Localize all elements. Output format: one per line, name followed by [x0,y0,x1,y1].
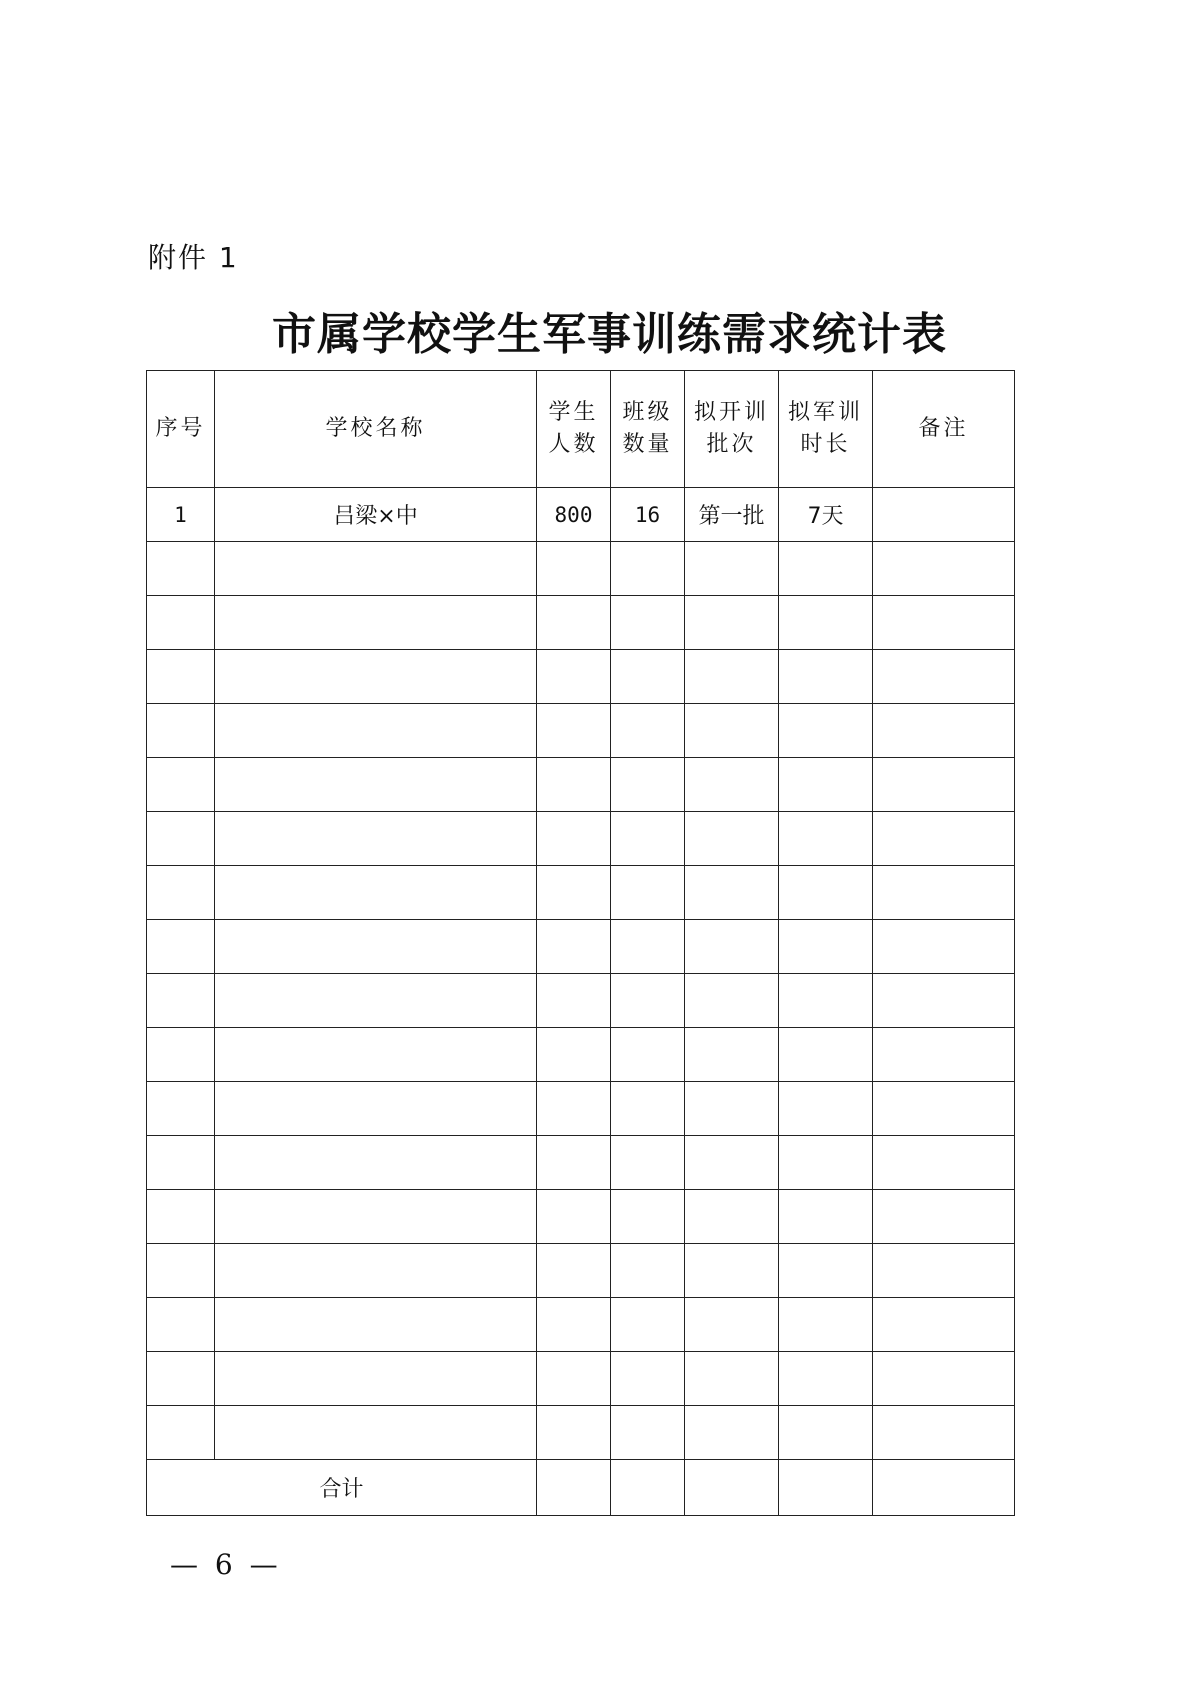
total-remarks [873,1460,1015,1516]
table-row-empty [147,1136,1015,1190]
table-row [147,488,1015,542]
cell-index: 1 [147,488,215,542]
page-number: — 6 — [170,1548,282,1581]
table-row-empty [147,1298,1015,1352]
table-row-empty [147,650,1015,704]
table-row-empty [147,866,1015,920]
cell-student-count: 800 [537,488,611,542]
table-row-empty [147,974,1015,1028]
table-row-empty [147,596,1015,650]
total-class-count [611,1460,685,1516]
total-student-count [537,1460,611,1516]
header-index: 序号 [147,371,215,488]
table-row-empty [147,1406,1015,1460]
table-row-empty [147,1352,1015,1406]
attachment-label: 附件 1 [148,241,239,274]
table-row-empty [147,812,1015,866]
table-row-empty [147,542,1015,596]
total-label: 合计 [147,1460,537,1516]
total-duration [779,1460,873,1516]
header-remarks: 备注 [873,371,1015,488]
table-row-empty [147,1190,1015,1244]
table-row-empty [147,920,1015,974]
cell-class-count: 16 [611,488,685,542]
header-training-batch: 拟开训 批次 [685,371,779,488]
total-batch [685,1460,779,1516]
table-row-empty [147,1028,1015,1082]
table-row-empty [147,758,1015,812]
cell-school-name: 吕梁×中 [215,488,537,542]
cell-training-batch: 第一批 [685,488,779,542]
statistics-table [146,370,1015,1516]
document-title: 市属学校学生军事训练需求统计表 [272,309,947,360]
header-school-name: 学校名称 [215,371,537,488]
cell-remarks [873,488,1015,542]
header-training-duration: 拟军训 时长 [779,371,873,488]
table-row-empty [147,1082,1015,1136]
table-total-row [147,1460,1015,1516]
table-row-empty [147,704,1015,758]
table-row-empty [147,1244,1015,1298]
header-student-count: 学生 人数 [537,371,611,488]
cell-training-duration: 7天 [779,488,873,542]
header-class-count: 班级 数量 [611,371,685,488]
table-header-row [147,371,1015,488]
